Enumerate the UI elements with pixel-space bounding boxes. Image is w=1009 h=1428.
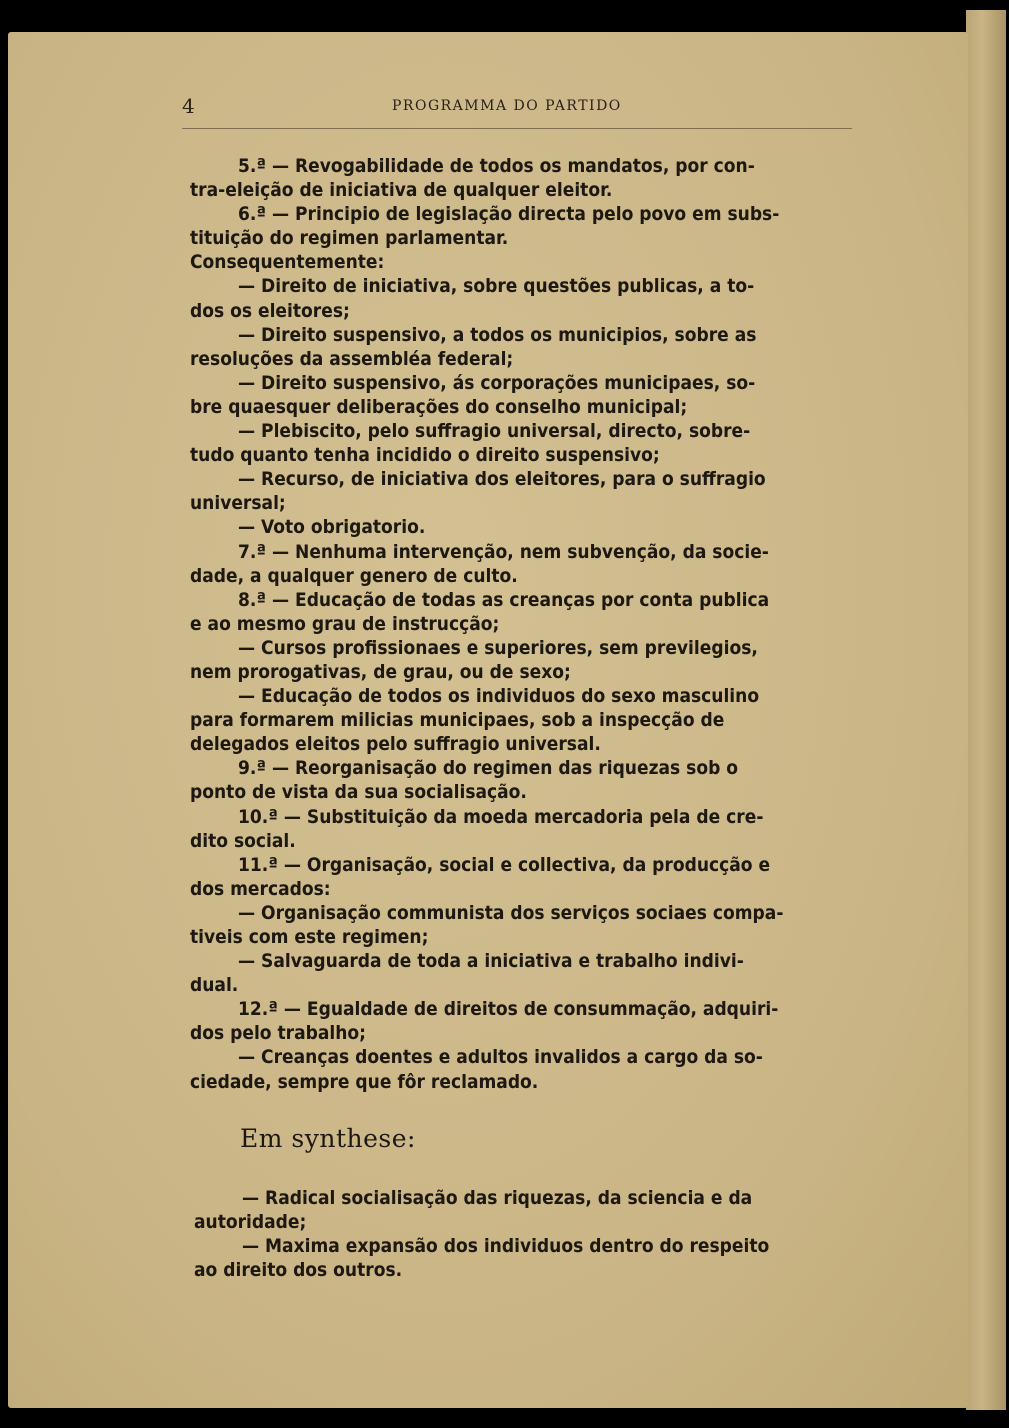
text-line: 12.ª — Egualdade de direitos de consummação, adquiri- bbox=[238, 998, 779, 1021]
text-line: nem prorogativas, de grau, ou de sexo; bbox=[190, 660, 571, 683]
text-line: 7.ª — Nenhuma intervenção, nem subvenção, da socie- bbox=[238, 540, 769, 563]
text-line: ao direito dos outros. bbox=[194, 1259, 403, 1282]
page-number: 4 bbox=[182, 94, 195, 118]
text-line: 11.ª — Organisação, social e collectiva, da producção e bbox=[238, 853, 771, 876]
text-line: 6.ª — Principio de legislação directa pelo povo em subs- bbox=[238, 203, 780, 226]
text-line: bre quaesquer deliberações do conselho municipal; bbox=[190, 395, 688, 418]
text-line: dos mercados: bbox=[190, 877, 331, 900]
adjacent-page-edge bbox=[966, 10, 1006, 1410]
text-line: — Direito suspensivo, ás corporações municipaes, so- bbox=[238, 371, 756, 394]
text-line: — Cursos profissionaes e superiores, sem previlegios, bbox=[238, 636, 758, 659]
text-line: — Organisação communista dos serviços sociaes compa- bbox=[238, 901, 784, 924]
text-line: 8.ª — Educação de todas as creanças por conta publica bbox=[238, 588, 770, 611]
text-line: — Salvaguarda de toda a iniciativa e trabalho indivi- bbox=[238, 950, 744, 973]
text-line: dual. bbox=[190, 974, 239, 997]
text-line: dos os eleitores; bbox=[190, 299, 350, 322]
text-line: — Direito de iniciativa, sobre questões publicas, a to- bbox=[238, 275, 755, 298]
text-line: — Recurso, de iniciativa dos eleitores, para o suffragio bbox=[238, 468, 766, 491]
text-line: para formarem milicias municipaes, sob a inspecção de bbox=[190, 709, 725, 732]
text-line: 9.ª — Reorganisação do regimen das riquezas sob o bbox=[238, 757, 739, 780]
text-line: — Voto obrigatorio. bbox=[238, 516, 426, 539]
text-line: — Maxima expansão dos individuos dentro do respeito bbox=[242, 1235, 770, 1258]
text-line: dito social. bbox=[190, 829, 296, 852]
text-line: Consequentemente: bbox=[190, 251, 385, 274]
text-line: tiveis com este regimen; bbox=[190, 926, 429, 948]
text-line: resoluções da assembléa federal; bbox=[190, 347, 514, 370]
synthesis-text bbox=[194, 1186, 862, 1282]
text-line: — Direito suspensivo, a todos os municipios, sobre as bbox=[238, 323, 757, 346]
text-line: tudo quanto tenha incidido o direito suspensivo; bbox=[190, 444, 660, 467]
text-line: — Radical socialisação das riquezas, da sciencia e da bbox=[242, 1187, 753, 1209]
text-line: — Plebiscito, pelo suffragio universal, directo, sobre- bbox=[238, 420, 751, 443]
text-line: dade, a qualquer genero de culto. bbox=[190, 564, 518, 587]
text-line: dos pelo trabalho; bbox=[190, 1022, 367, 1045]
text-line: e ao mesmo grau de instrucção; bbox=[190, 612, 500, 635]
text-line: universal; bbox=[190, 492, 286, 515]
text-line: ponto de vista da sua socialisação. bbox=[190, 781, 527, 804]
running-head: PROGRAMMA DO PARTIDO bbox=[392, 98, 622, 114]
page-header bbox=[182, 92, 852, 122]
text-line: ciedade, sempre que fôr reclamado. bbox=[190, 1070, 539, 1093]
text-line: — Creanças doentes e adultos invalidos a cargo da so- bbox=[238, 1046, 763, 1069]
text-line: tituição do regimen parlamentar. bbox=[190, 227, 509, 250]
text-line: delegados eleitos pelo suffragio universal. bbox=[190, 733, 601, 756]
text-line: 5.ª — Revogabilidade de todos os mandatos, por con- bbox=[238, 155, 755, 177]
text-line: tra-eleição de iniciativa de qualquer eleitor. bbox=[190, 179, 613, 202]
text-line: autoridade; bbox=[194, 1211, 307, 1234]
text-line: — Educação de todos os individuos do sexo masculino bbox=[238, 685, 760, 708]
text-line: 10.ª — Substituição da moeda mercadoria pela de cre- bbox=[238, 805, 764, 828]
body-text bbox=[190, 154, 858, 1094]
header-rule bbox=[182, 128, 852, 129]
section-title: Em synthese: bbox=[240, 1124, 416, 1153]
